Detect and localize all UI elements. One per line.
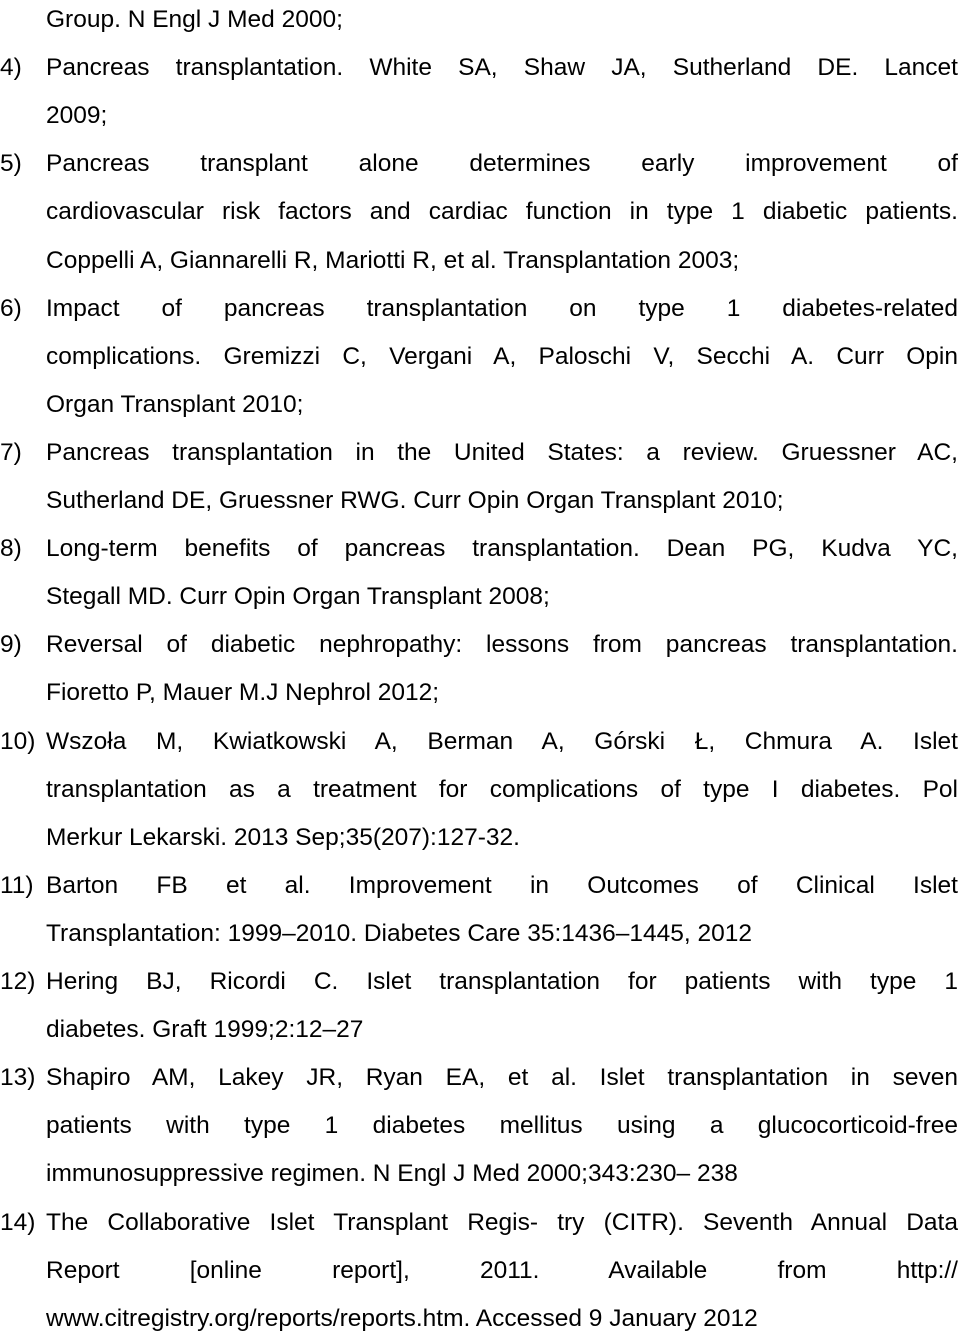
reference-text-line: transplantation as a treatment for complications of type I diabetes. Pol [46,775,958,803]
reference-text-line: Transplantation: 1999–2010. Diabetes Care 35:1436–1445, 2012 [46,919,753,947]
reference-number: 14) [0,1208,36,1236]
reference-text-line: Pancreas transplantation in the United States: a review. Gruessner AC, [46,438,958,466]
reference-text-line: Sutherland DE, Gruessner RWG. Curr Opin Organ Transplant 2010; [46,487,784,514]
reference-number: 13) [0,1064,36,1092]
reference-number: 7) [0,438,22,466]
reference-number: 12) [0,968,36,995]
reference-text-line: Fioretto P, Mauer M.J Nephrol 2012; [46,679,440,707]
reference-text-line: Merkur Lekarski. 2013 Sep;35(207):127-32. [46,823,520,851]
reference-number: 5) [0,150,22,178]
reference-text-line: cardiovascular risk factors and cardiac function in type 1 diabetic patients. [46,198,958,226]
reference-text-line: Reversal of diabetic nephropathy: lessons from pancreas transplantation. [46,631,958,659]
reference-text-line: 2009; [46,102,108,130]
reference-text-line: Pancreas transplantation. White SA, Shaw JA, Sutherland DE. Lancet [46,54,958,82]
reference-text-line: Pancreas transplant alone determines early improvement of [46,150,958,178]
reference-text-line: Impact of pancreas transplantation on type 1 diabetes-related [46,294,958,322]
reference-number: 8) [0,535,22,563]
reference-text-line: Shapiro AM, Lakey JR, Ryan EA, et al. Islet transplantation in seven [46,1064,958,1092]
reference-text-line: diabetes. Graft 1999;2:12–27 [46,1016,364,1044]
reference-text-line: Organ Transplant 2010; [46,390,304,418]
reference-number: 9) [0,631,22,659]
reference-text-line: immunosuppressive regimen. N Engl J Med 2000;343:230– 238 [46,1160,738,1188]
reference-number: 10) [0,727,36,755]
reference-text-line: patients with type 1 diabetes mellitus using a glucocorticoid-free [46,1112,958,1140]
reference-number: 4) [0,54,22,82]
reference-text-line: Report [online report], 2011. Available from http:// [46,1256,958,1284]
reference-text-line: Coppelli A, Giannarelli R, Mariotti R, et al. Transplantation 2003; [46,246,740,274]
reference-text-line: complications. Gremizzi C, Vergani A, Paloschi V, Secchi A. Curr Opin [46,342,958,370]
reference-text-line: Long-term benefits of pancreas transplantation. Dean PG, Kudva YC, [46,535,958,563]
reference-text-line: The Collaborative Islet Transplant Regis- try (CITR). Seventh Annual Data [46,1208,958,1236]
reference-text-line: www.citregistry.org/reports/reports.htm. Accessed 9 January 2012 [46,1304,758,1332]
reference-text-line: Hering BJ, Ricordi C. Islet transplantation for patients with type 1 [46,968,958,995]
reference-text-line: Stegall MD. Curr Opin Organ Transplant 2008; [46,583,550,611]
reference-text-line: Barton FB et al. Improvement in Outcomes of Clinical Islet [46,871,958,899]
reference-number: 11) [0,871,34,899]
reference-number: 6) [0,294,22,322]
reference-text-line: Group. N Engl J Med 2000; [46,6,343,33]
reference-text-line: Wszoła M, Kwiatkowski A, Berman A, Górski Ł, Chmura A. Islet [46,727,958,755]
